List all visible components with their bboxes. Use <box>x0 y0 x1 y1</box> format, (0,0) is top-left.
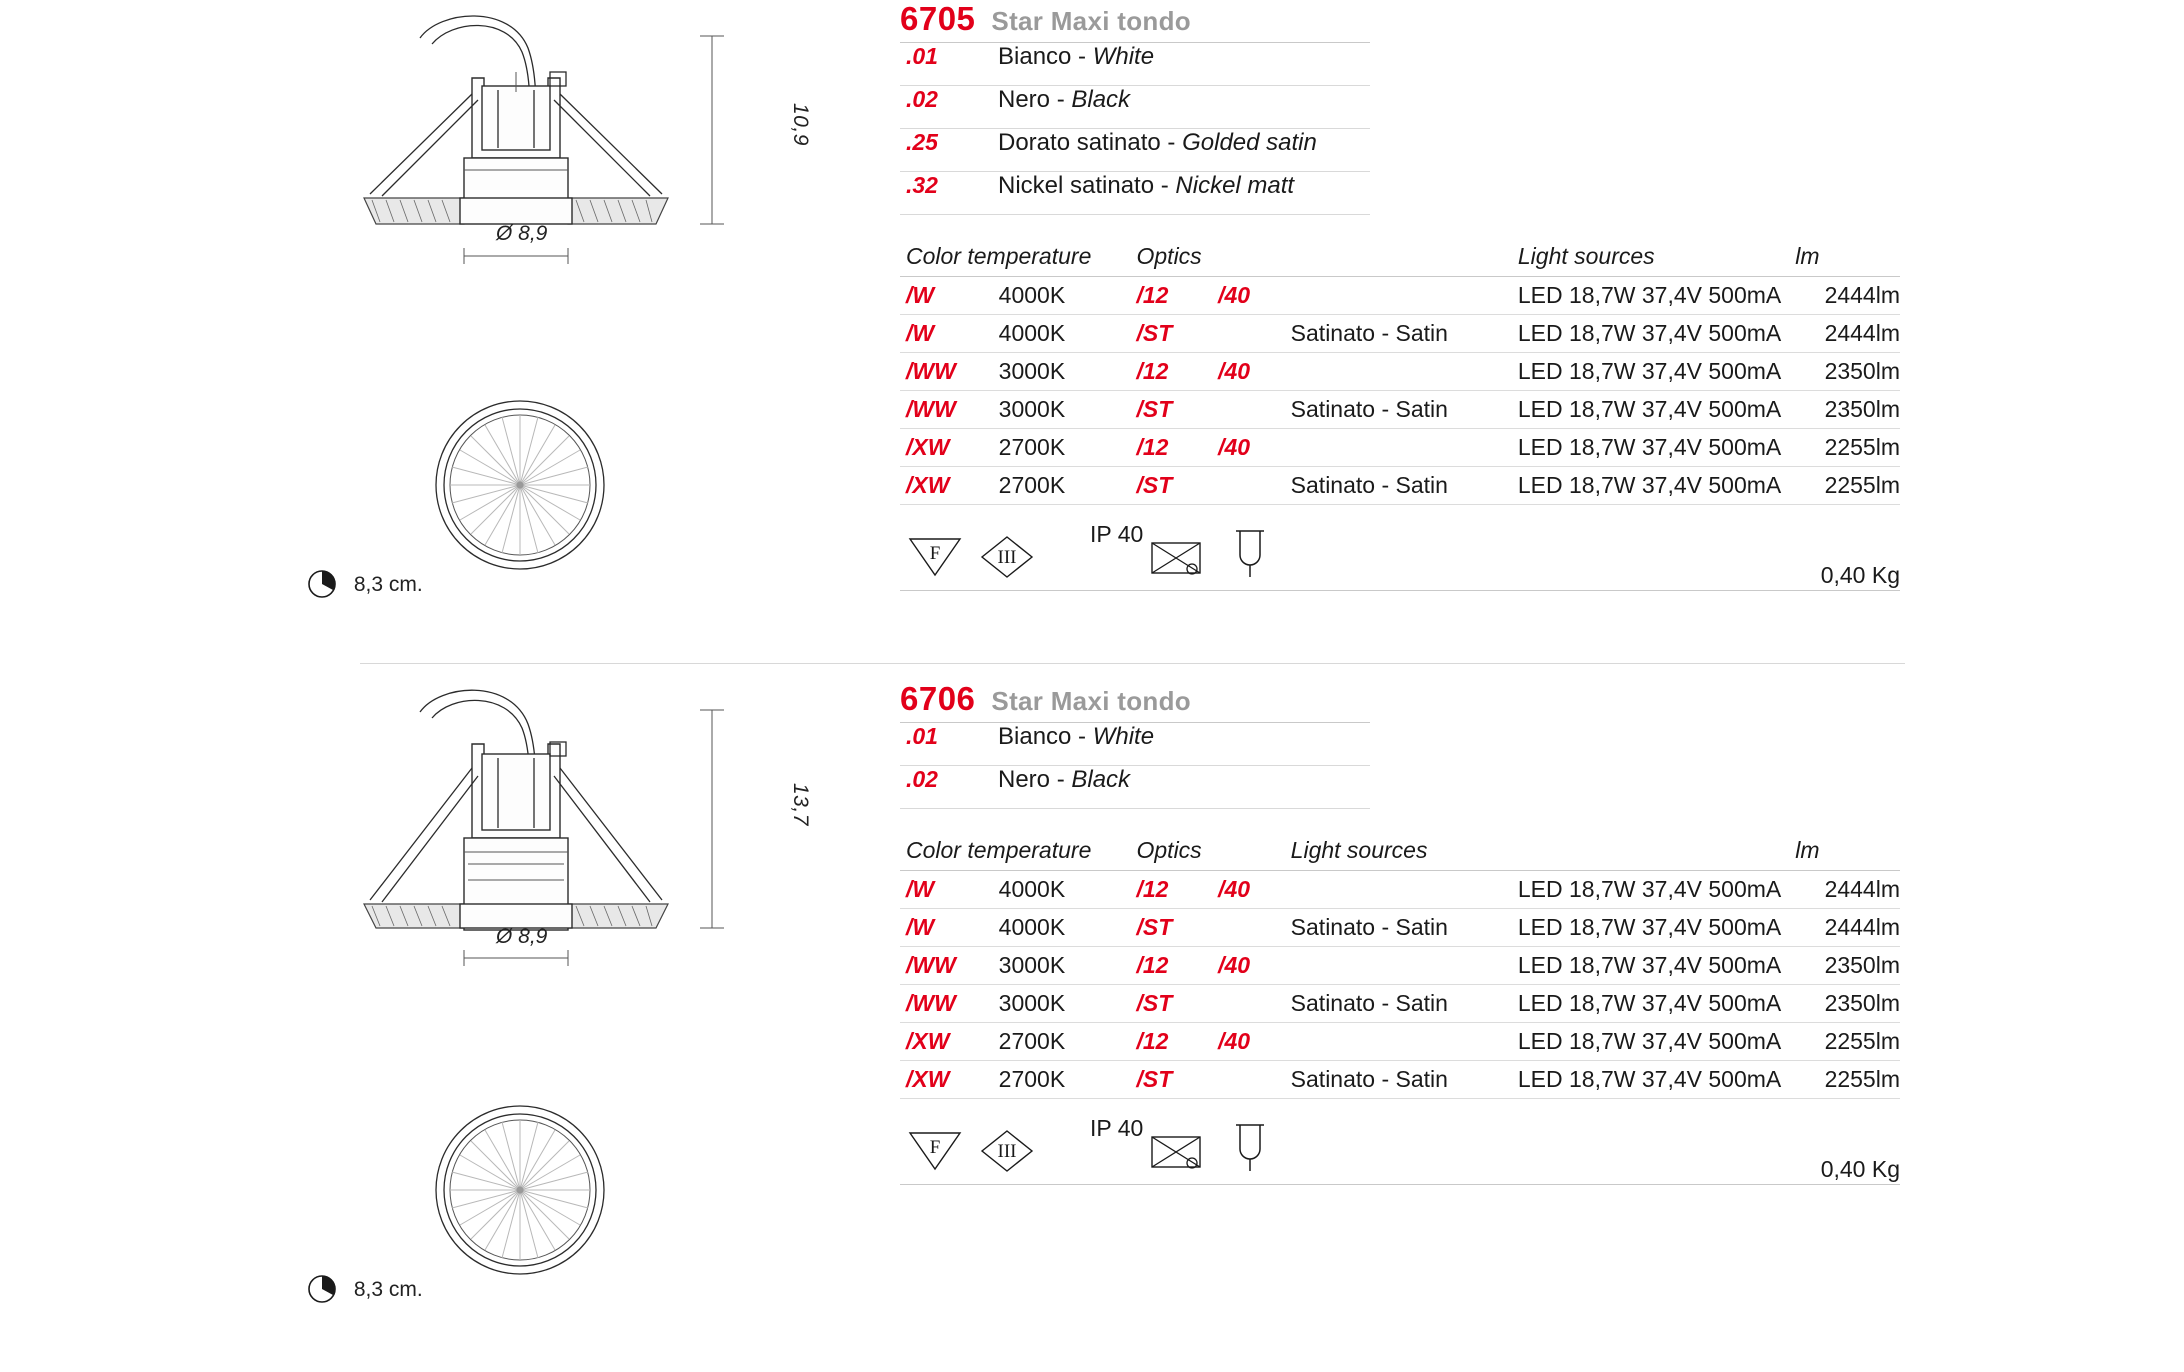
table-row[interactable] <box>900 1023 1900 1061</box>
svg-text:F: F <box>929 1137 941 1158</box>
finish-label: Bianco - White <box>998 723 1155 750</box>
cell-lm: 2255lm <box>1795 1023 1900 1061</box>
lamp-icon <box>1228 1119 1272 1177</box>
cell-kelvin: 3000K <box>999 985 1137 1023</box>
beam-value-6705: 8,3 cm. <box>353 573 423 596</box>
cell-lm: 2444lm <box>1795 871 1900 909</box>
weight-6706: 0,40 Kg <box>1820 1156 1900 1182</box>
cell-lm: 2255lm <box>1795 429 1900 467</box>
cell-optic-text: Satinato - Satin <box>1291 1061 1518 1099</box>
table-row[interactable] <box>900 391 1900 429</box>
cell-source: LED 18,7W 37,4V 500mA <box>1518 909 1795 947</box>
height-dimension-6706: 13,7 <box>789 783 812 826</box>
cell-source: LED 18,7W 37,4V 500mA <box>1518 947 1795 985</box>
product-code-6706: 6706 <box>900 680 976 717</box>
code-row-6706 <box>900 680 1370 723</box>
drawings-6705 <box>300 0 900 660</box>
no-wash-icon <box>1148 529 1204 585</box>
product-divider <box>360 663 1905 664</box>
cell-optic-1: /ST <box>1137 985 1219 1023</box>
weight-6705: 0,40 Kg <box>1820 562 1900 588</box>
beam-angle-icon <box>308 1275 342 1303</box>
cell-optic-text <box>1291 871 1518 909</box>
beam-angle-icon <box>308 570 342 598</box>
finish-code: .32 <box>906 172 938 198</box>
cell-lm: 2255lm <box>1795 1061 1900 1099</box>
svg-text:III: III <box>997 1141 1017 1162</box>
cell-lm: 2350lm <box>1795 353 1900 391</box>
cell-kelvin: 2700K <box>999 1061 1137 1099</box>
protection-class-icon <box>978 1127 1036 1175</box>
drawings-6706 <box>300 680 900 1340</box>
ip-rating-6706: IP 40 <box>1090 1115 1144 1141</box>
finish-list-6706 <box>900 723 1370 809</box>
cell-lm: 2350lm <box>1795 391 1900 429</box>
cell-optic-1: /12 <box>1137 429 1219 467</box>
beam-value-6706: 8,3 cm. <box>353 1278 423 1301</box>
finish-item[interactable] <box>900 129 1370 172</box>
cell-optic-1: /12 <box>1137 871 1219 909</box>
header-optics: Optics <box>1137 837 1291 871</box>
cell-optic-1: /ST <box>1137 1061 1219 1099</box>
header-optics-spacer <box>1291 243 1518 277</box>
header-spacer <box>1518 837 1795 871</box>
cell-ct: /WW <box>900 391 999 429</box>
cell-optic-2: /40 <box>1218 871 1291 909</box>
table-row[interactable] <box>900 277 1900 315</box>
finish-label: Dorato satinato - Golded satin <box>998 129 1317 156</box>
cell-optic-2 <box>1218 315 1291 353</box>
beam-note-6706 <box>308 1275 423 1303</box>
product-name-6705: Star Maxi tondo <box>991 6 1191 36</box>
cell-lm: 2255lm <box>1795 467 1900 505</box>
cell-optic-text <box>1291 1023 1518 1061</box>
cell-ct: /XW <box>900 467 999 505</box>
table-row[interactable] <box>900 1061 1900 1099</box>
cell-source: LED 18,7W 37,4V 500mA <box>1518 429 1795 467</box>
table-row[interactable] <box>900 353 1900 391</box>
cell-source: LED 18,7W 37,4V 500mA <box>1518 353 1795 391</box>
cell-ct: /XW <box>900 1023 999 1061</box>
cell-ct: /WW <box>900 947 999 985</box>
cell-optic-2: /40 <box>1218 947 1291 985</box>
section-drawing-6706 <box>360 688 830 998</box>
lamp-icon <box>1228 525 1272 583</box>
cell-kelvin: 2700K <box>999 1023 1137 1061</box>
section-drawing-6705 <box>360 8 830 318</box>
cell-source: LED 18,7W 37,4V 500mA <box>1518 985 1795 1023</box>
cell-optic-text <box>1291 353 1518 391</box>
header-lm: lm <box>1795 837 1900 871</box>
finish-label: Nero - Black <box>998 86 1131 113</box>
cell-source: LED 18,7W 37,4V 500mA <box>1518 467 1795 505</box>
cell-optic-1: /12 <box>1137 353 1219 391</box>
cell-optic-1: /ST <box>1137 909 1219 947</box>
header-lm: lm <box>1795 243 1900 277</box>
finish-label: Nickel satinato - Nickel matt <box>998 172 1295 199</box>
table-row[interactable] <box>900 429 1900 467</box>
protection-class-icon <box>978 533 1036 581</box>
header-color-temperature: Color temperature <box>900 243 1137 277</box>
product-code-6705: 6705 <box>900 0 976 37</box>
header-optics: Optics <box>1137 243 1291 277</box>
cell-optic-1: /12 <box>1137 1023 1219 1061</box>
cell-optic-2 <box>1218 391 1291 429</box>
cell-kelvin: 4000K <box>999 871 1137 909</box>
cell-ct: /XW <box>900 429 999 467</box>
cell-ct: /W <box>900 909 999 947</box>
finish-code: .02 <box>906 86 938 112</box>
table-row[interactable] <box>900 467 1900 505</box>
table-row[interactable] <box>900 985 1900 1023</box>
cell-optic-2: /40 <box>1218 1023 1291 1061</box>
table-header-row <box>900 837 1900 871</box>
cell-source: LED 18,7W 37,4V 500mA <box>1518 391 1795 429</box>
icon-strip-6706 <box>900 1111 1900 1185</box>
cell-ct: /W <box>900 871 999 909</box>
cell-optic-text: Satinato - Satin <box>1291 315 1518 353</box>
cell-optic-2 <box>1218 985 1291 1023</box>
cell-source: LED 18,7W 37,4V 500mA <box>1518 1061 1795 1099</box>
finish-code: .01 <box>906 723 938 749</box>
table-row[interactable] <box>900 315 1900 353</box>
product-block-6705 <box>0 0 2184 660</box>
cell-ct: /W <box>900 315 999 353</box>
cell-kelvin: 2700K <box>999 467 1137 505</box>
cell-optic-2 <box>1218 1061 1291 1099</box>
finish-item[interactable] <box>900 43 1370 86</box>
table-row[interactable] <box>900 947 1900 985</box>
cell-source: LED 18,7W 37,4V 500mA <box>1518 1023 1795 1061</box>
cell-optic-text: Satinato - Satin <box>1291 467 1518 505</box>
cell-source: LED 18,7W 37,4V 500mA <box>1518 277 1795 315</box>
cell-optic-text <box>1291 947 1518 985</box>
cell-optic-1: /ST <box>1137 315 1219 353</box>
header-light-sources: Light sources <box>1291 837 1518 871</box>
cell-optic-text: Satinato - Satin <box>1291 391 1518 429</box>
plan-drawing-6706 <box>420 1090 620 1290</box>
table-row[interactable] <box>900 871 1900 909</box>
table-header-row <box>900 243 1900 277</box>
cell-lm: 2444lm <box>1795 277 1900 315</box>
beam-note-6705 <box>308 570 423 598</box>
cell-ct: /W <box>900 277 999 315</box>
cell-optic-2: /40 <box>1218 353 1291 391</box>
cell-optic-text <box>1291 277 1518 315</box>
svg-text:III: III <box>997 547 1017 568</box>
diameter-dimension-6705: Ø 8,9 <box>496 222 548 245</box>
cell-kelvin: 2700K <box>999 429 1137 467</box>
finish-label: Nero - Black <box>998 766 1131 793</box>
finish-code: .25 <box>906 129 938 155</box>
spec-table-6705 <box>900 243 1900 505</box>
cell-kelvin: 4000K <box>999 277 1137 315</box>
info-6706 <box>900 680 1900 1185</box>
cell-optic-1: /12 <box>1137 947 1219 985</box>
finish-item[interactable] <box>900 86 1370 129</box>
plan-drawing-6705 <box>420 385 620 585</box>
cell-lm: 2444lm <box>1795 909 1900 947</box>
finish-item[interactable] <box>900 723 1370 766</box>
cell-ct: /WW <box>900 985 999 1023</box>
finish-code: .01 <box>906 43 938 69</box>
fire-class-icon <box>906 1127 964 1175</box>
finish-code: .02 <box>906 766 938 792</box>
cell-kelvin: 4000K <box>999 909 1137 947</box>
product-name-6706: Star Maxi tondo <box>991 686 1191 716</box>
cell-optic-text: Satinato - Satin <box>1291 985 1518 1023</box>
product-block-6706 <box>0 680 2184 1340</box>
cell-kelvin: 3000K <box>999 353 1137 391</box>
strip-rule <box>900 1184 1900 1185</box>
cell-lm: 2350lm <box>1795 985 1900 1023</box>
cell-kelvin: 4000K <box>999 315 1137 353</box>
icon-strip-6705 <box>900 517 1900 591</box>
fire-class-icon <box>906 533 964 581</box>
cell-lm: 2444lm <box>1795 315 1900 353</box>
svg-text:F: F <box>929 543 941 564</box>
spec-table-6706 <box>900 837 1900 1099</box>
header-light-sources: Light sources <box>1518 243 1795 277</box>
header-color-temperature: Color temperature <box>900 837 1137 871</box>
cell-optic-2 <box>1218 467 1291 505</box>
cell-kelvin: 3000K <box>999 391 1137 429</box>
cell-optic-text <box>1291 429 1518 467</box>
cell-optic-1: /ST <box>1137 467 1219 505</box>
cell-ct: /XW <box>900 1061 999 1099</box>
finish-list-6705 <box>900 43 1370 215</box>
cell-optic-1: /12 <box>1137 277 1219 315</box>
cell-source: LED 18,7W 37,4V 500mA <box>1518 871 1795 909</box>
diameter-dimension-6706: Ø 8,9 <box>496 925 548 948</box>
cell-optic-text: Satinato - Satin <box>1291 909 1518 947</box>
finish-label: Bianco - White <box>998 43 1155 70</box>
table-row[interactable] <box>900 909 1900 947</box>
height-dimension-6705: 10,9 <box>789 103 812 146</box>
cell-optic-2: /40 <box>1218 277 1291 315</box>
finish-item[interactable] <box>900 172 1370 215</box>
cell-optic-2: /40 <box>1218 429 1291 467</box>
ip-rating-6705: IP 40 <box>1090 521 1144 547</box>
strip-rule <box>900 590 1900 591</box>
cell-kelvin: 3000K <box>999 947 1137 985</box>
cell-lm: 2350lm <box>1795 947 1900 985</box>
cell-source: LED 18,7W 37,4V 500mA <box>1518 315 1795 353</box>
no-wash-icon <box>1148 1123 1204 1179</box>
cell-optic-1: /ST <box>1137 391 1219 429</box>
info-6705 <box>900 0 1900 591</box>
cell-ct: /WW <box>900 353 999 391</box>
code-row-6705 <box>900 0 1370 43</box>
finish-item[interactable] <box>900 766 1370 809</box>
cell-optic-2 <box>1218 909 1291 947</box>
